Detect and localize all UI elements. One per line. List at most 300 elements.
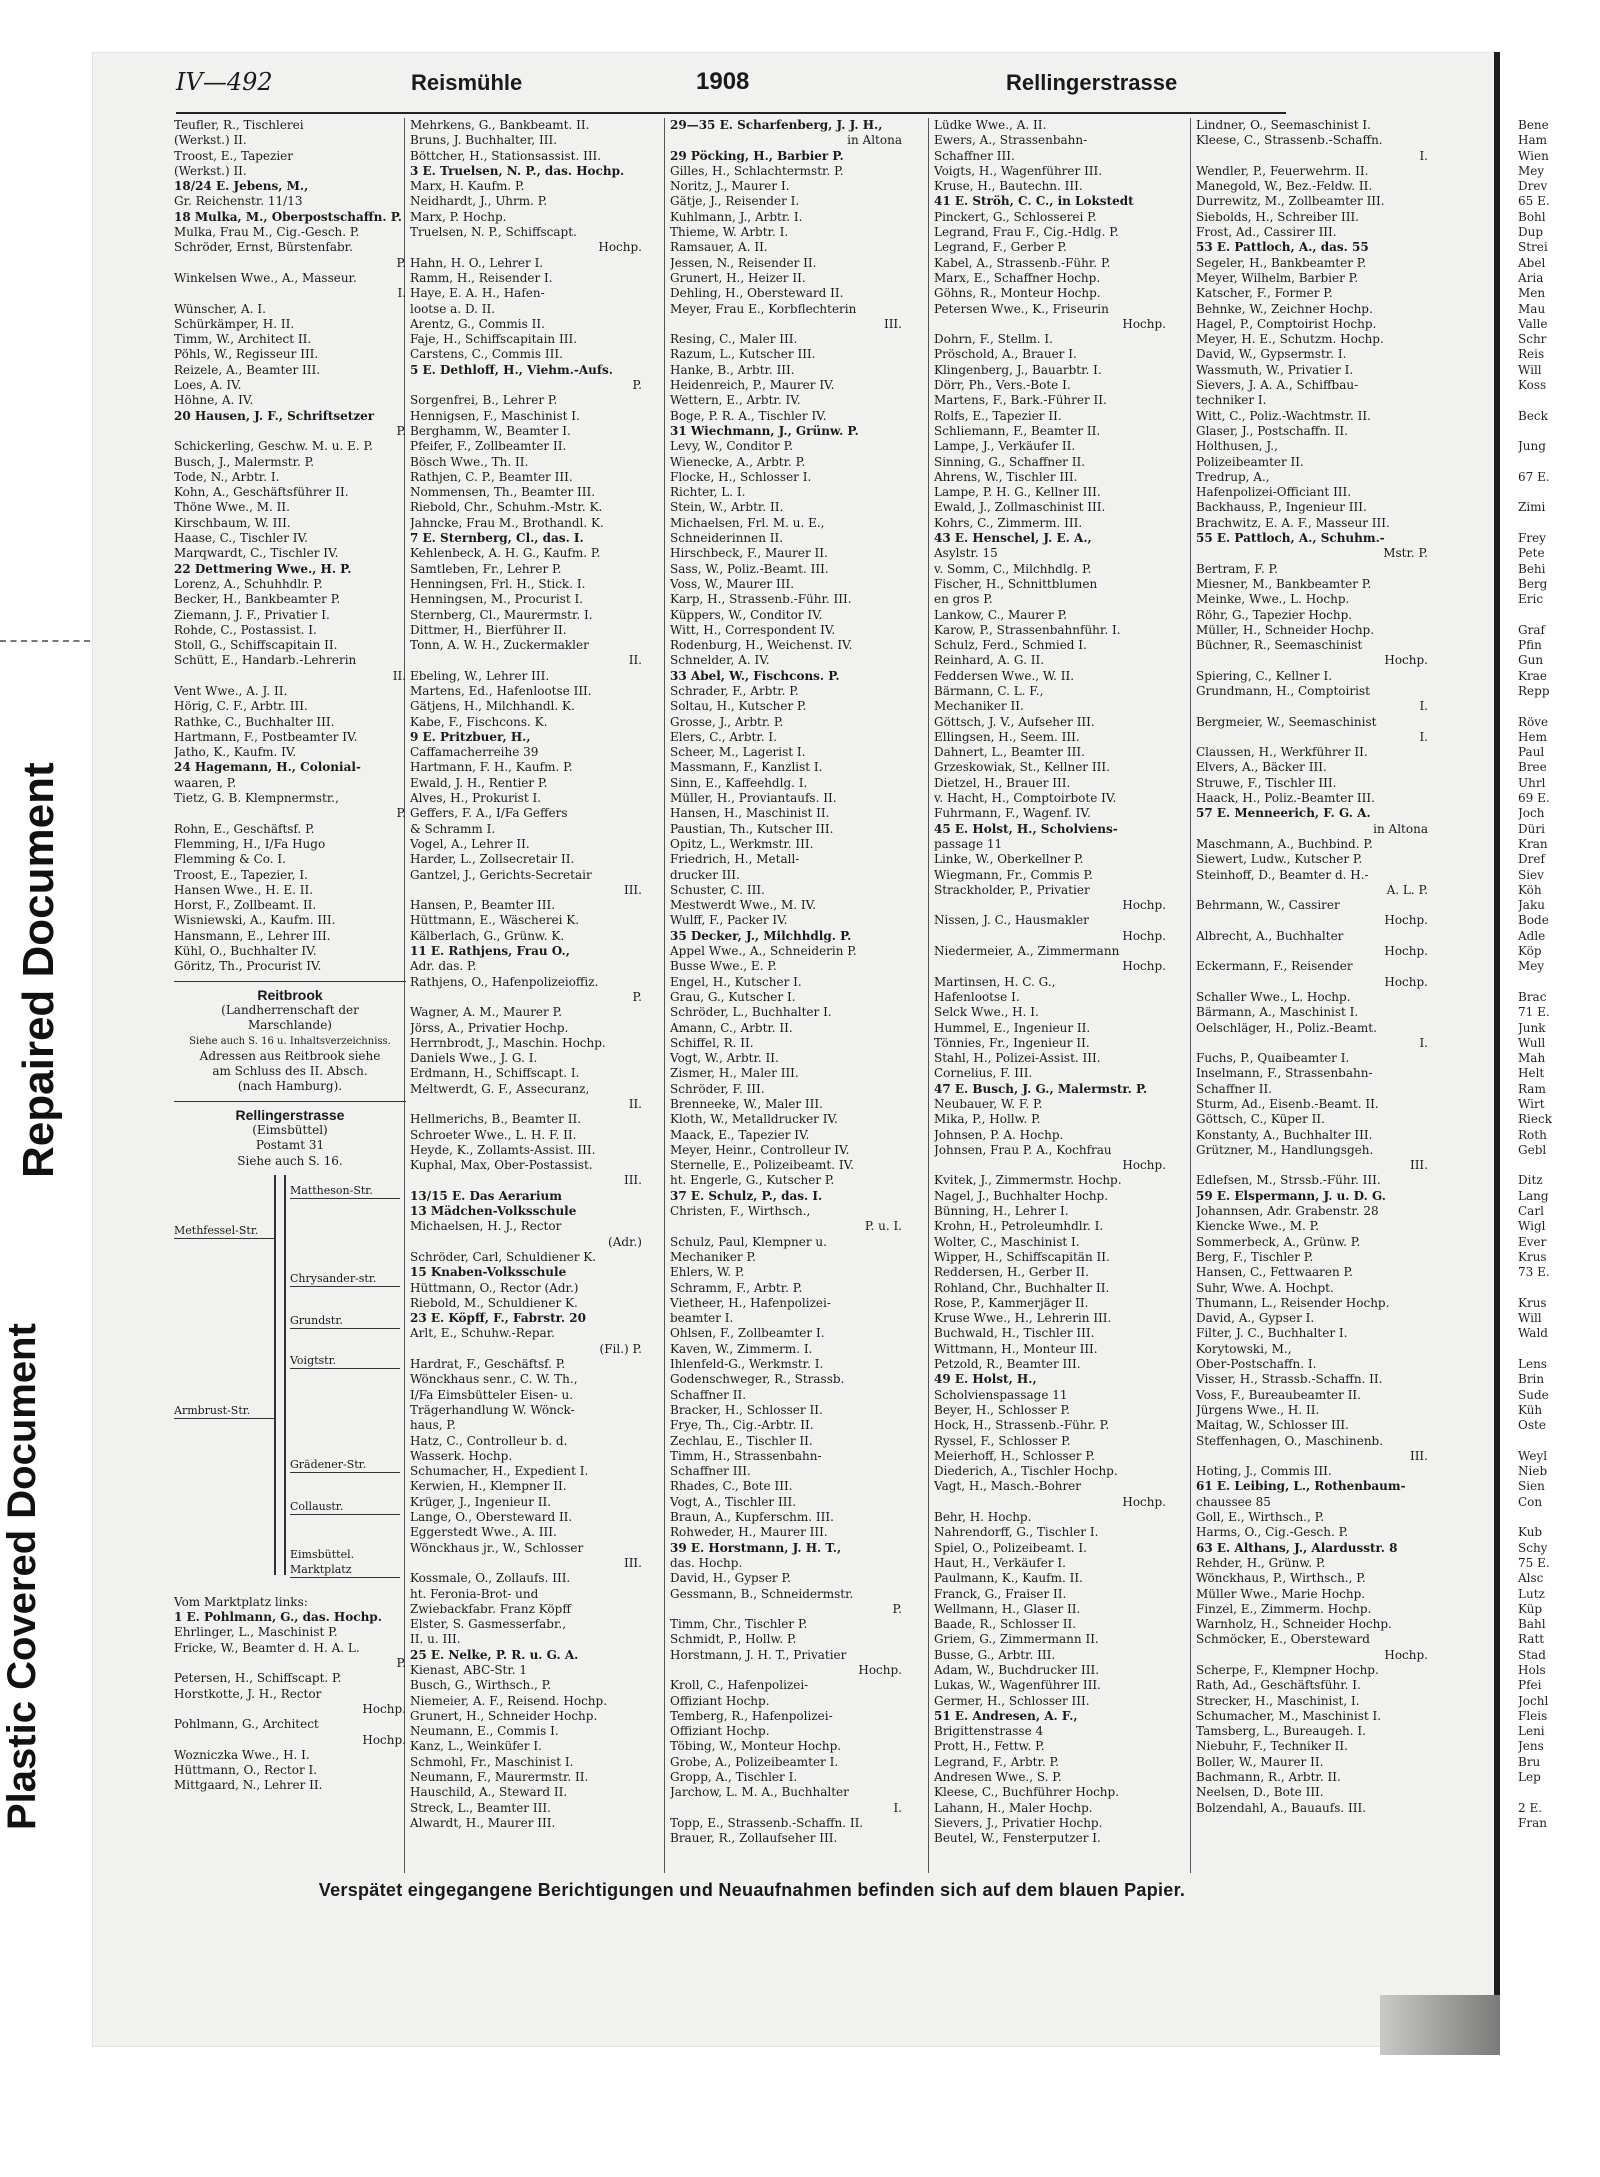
directory-entry: Neumann, F., Maurermstr. II.	[410, 1770, 589, 1785]
directory-entry: Witt, C., Poliz.-Wachtmstr. II.	[1196, 408, 1371, 423]
directory-entry: David, W., Gypsermstr. I.	[1196, 347, 1347, 362]
directory-entry: Goll, E., Wirthsch., P.	[1196, 1510, 1325, 1525]
directory-entry: Gr. Reichenstr. 11/13	[174, 194, 303, 209]
strip-fragment: Hols	[1518, 1662, 1546, 1677]
directory-entry: Böttcher, H., Stationsassist. III.	[410, 148, 602, 163]
directory-entry: Heyde, K., Zollamts-Assist. III.	[410, 1142, 596, 1157]
strip-fragment: Jaku	[1518, 898, 1545, 913]
column-4	[934, 118, 1166, 1873]
directory-entry: Grunert, H., Heizer II.	[670, 270, 806, 285]
directory-entry: Vogt, A., Tischler III.	[670, 1494, 797, 1509]
directory-entry: I/Fa Eimsbütteler Eisen- u.	[410, 1387, 574, 1402]
directory-entry: en gros P.	[934, 592, 993, 607]
directory-entry: Katscher, F., Former P.	[1196, 286, 1333, 301]
strip-fragment	[1518, 485, 1578, 500]
directory-entry: Schmöcker, E., Obersteward	[1196, 1632, 1370, 1647]
directory-entry: Eggerstedt Wwe., A. III.	[410, 1525, 557, 1540]
directory-entry: Schaffner III.	[934, 148, 1015, 163]
directory-entry: Dittmer, H., Bierführer II.	[410, 622, 567, 637]
strip-fragment	[1518, 516, 1578, 531]
directory-entry: Kleese, C., Strassenb.-Schaffn.	[1196, 133, 1383, 148]
strip-fragment: Paul	[1518, 745, 1545, 760]
directory-entry: Levy, W., Conditor P.	[670, 439, 794, 454]
directory-entry: Sass, W., Poliz.-Beamt. III.	[670, 561, 829, 576]
directory-entry: Baade, R., Schlosser II.	[934, 1617, 1077, 1632]
directory-entry: Resing, C., Maler III.	[670, 332, 798, 347]
directory-entry: II. u. III.	[410, 1632, 461, 1647]
directory-entry: I.	[893, 1800, 902, 1815]
directory-entry: 5 E. Dethloff, H., Viehm.-Aufs.	[410, 362, 613, 377]
directory-entry: Konstanty, A., Buchhalter III.	[1196, 1127, 1373, 1142]
strip-fragment: Men	[1518, 286, 1546, 301]
strip-fragment: Sude	[1518, 1387, 1549, 1402]
directory-entry: Geffers, F. A., I/Fa Geffers	[410, 806, 568, 821]
street-label: Grädener-Str.	[290, 1457, 400, 1473]
directory-entry: P.	[892, 1601, 902, 1616]
directory-entry: II.	[628, 653, 642, 668]
directory-entry: Ewald, J., Zollmaschinist III.	[934, 500, 1106, 515]
rellinger-see: Siehe auch S. 16.	[237, 1153, 343, 1168]
directory-entry: Erdmann, H., Schiffscapt. I.	[410, 1066, 580, 1081]
directory-entry: Hansen, C., Fettwaaren P.	[1196, 1265, 1353, 1280]
directory-entry: ht. Feronia-Brot- und	[410, 1586, 539, 1601]
directory-entry: Warnholz, H., Schneider Hochp.	[1196, 1617, 1392, 1632]
directory-entry: Bösch Wwe., Th. II.	[410, 454, 529, 469]
directory-entry: Streck, L., Beamter III.	[410, 1800, 551, 1815]
directory-entry: Dahnert, L., Beamter III.	[934, 745, 1085, 760]
directory-entry: III.	[883, 316, 902, 331]
directory-entry: Schröder, L., Buchhalter I.	[670, 1005, 832, 1020]
directory-entry: Martens, Ed., Hafenlootse III.	[410, 683, 592, 698]
directory-entry: Petersen Wwe., K., Friseurin	[934, 301, 1109, 316]
directory-entry: 3 E. Truelsen, N. P., das. Hochp.	[410, 163, 625, 178]
directory-entry: Kuhlmann, J., Arbtr. I.	[670, 209, 803, 224]
strip-fragment: Aria	[1518, 270, 1544, 285]
directory-entry: Mechaniker II.	[934, 699, 1024, 714]
directory-entry: Schürkämper, H. II.	[174, 316, 295, 331]
directory-entry: Voss, F., Bureaubeamter II.	[1196, 1387, 1361, 1402]
reitbrook-note: Siehe auch S. 16 u. Inhaltsverzeichniss.	[189, 1035, 391, 1047]
strip-fragment: Hem	[1518, 729, 1547, 744]
directory-entry: Strackholder, P., Privatier	[934, 882, 1090, 897]
directory-entry: in Altona	[1373, 821, 1428, 836]
directory-entry: Timm, W., Architect II.	[174, 332, 312, 347]
directory-entry: Germer, H., Schlosser III.	[934, 1693, 1090, 1708]
directory-entry: Scherpe, F., Klempner Hochp.	[1196, 1662, 1379, 1677]
directory-entry: Paustian, Th., Kutscher III.	[670, 821, 834, 836]
strip-fragment: Bode	[1518, 913, 1549, 928]
strip-fragment: Bahl	[1518, 1617, 1546, 1632]
strip-fragment: Küh	[1518, 1402, 1543, 1417]
directory-entry: 43 E. Henschel, J. E. A.,	[934, 531, 1092, 546]
strip-fragment: Kub	[1518, 1525, 1543, 1540]
strip-fragment: Stad	[1518, 1647, 1546, 1662]
strip-fragment: Jens	[1518, 1739, 1544, 1754]
directory-entry: Marx, E., Schaffner Hochp.	[934, 270, 1101, 285]
directory-entry: Dohrn, F., Stellm. I.	[934, 332, 1053, 347]
directory-entry: Michaelsen, Frl. M. u. E.,	[670, 515, 825, 530]
strip-fragment: Bree	[1518, 760, 1547, 775]
directory-entry: Meinke, Wwe., L. Hochp.	[1196, 592, 1350, 607]
directory-entry: Dehling, H., Obersteward II.	[670, 286, 844, 301]
strip-fragment: Beck	[1518, 408, 1548, 423]
directory-entry: Rohn, E., Geschäftsf. P.	[174, 821, 315, 836]
directory-entry: Martens, F., Bark.-Führer II.	[934, 393, 1107, 408]
directory-entry: Kossmale, O., Zollaufs. III.	[410, 1571, 571, 1586]
directory-entry: Jörss, A., Privatier Hochp.	[410, 1020, 569, 1035]
directory-entry: 24 Hagemann, H., Colonial-	[174, 760, 361, 775]
strip-fragment: Roth	[1518, 1127, 1547, 1142]
directory-entry: Schneiderinnen II.	[670, 531, 784, 546]
directory-entry: Grau, G., Kutscher I.	[670, 989, 796, 1004]
directory-entry: Berg, F., Tischler P.	[1196, 1249, 1314, 1264]
directory-entry: Grobe, A., Polizeibeamter I.	[670, 1754, 839, 1769]
directory-entry: Schröder, F. III.	[670, 1081, 765, 1096]
directory-entry: Witt, H., Correspondent IV.	[670, 622, 836, 637]
header-left-word: Reismühle	[411, 70, 523, 95]
directory-entry: Bracker, H., Schlosser II.	[670, 1402, 823, 1417]
directory-entry: Kohrs, C., Zimmerm. III.	[934, 515, 1083, 530]
directory-entry: das. Hochp.	[670, 1555, 743, 1570]
directory-entry: Vom Marktplatz links:	[174, 1594, 308, 1609]
directory-entry: Vogel, A., Lehrer II.	[410, 836, 530, 851]
directory-entry: Marqwardt, C., Tischler IV.	[174, 546, 339, 561]
directory-entry: 63 E. Althans, J., Alardusstr. 8	[1196, 1540, 1398, 1555]
directory-entry: Albrecht, A., Buchhalter	[1196, 928, 1344, 943]
directory-entry: Arentz, G., Commis II.	[410, 316, 545, 331]
directory-entry: P. u. I.	[864, 1219, 902, 1234]
directory-entry: Hummel, E., Ingenieur II.	[934, 1020, 1091, 1035]
directory-entry: Hoting, J., Commis III.	[1196, 1464, 1332, 1479]
directory-entry: Göhns, R., Monteur Hochp.	[934, 286, 1101, 301]
directory-entry: Bruns, J. Buchhalter, III.	[410, 133, 558, 148]
strip-fragment: Eric	[1518, 592, 1544, 607]
strip-fragment	[1518, 424, 1578, 439]
directory-entry: Schulz, Ferd., Schmied I.	[934, 638, 1087, 653]
directory-entry: Claussen, H., Werkführer II.	[1196, 745, 1368, 760]
directory-entry: Legrand, F., Arbtr. P.	[934, 1754, 1059, 1769]
reitbrook-sub1: (Landherrenschaft der	[221, 1002, 359, 1017]
strip-fragment: Leni	[1518, 1724, 1545, 1739]
directory-entry: Schramm, F., Arbtr. P.	[670, 1280, 803, 1295]
section-rule	[174, 1101, 406, 1102]
rellinger-postamt: Postamt 31	[255, 1138, 325, 1153]
directory-entry: (Fil.) P.	[599, 1341, 642, 1356]
directory-entry: Jahncke, Frau M., Brothandl. K.	[410, 515, 604, 530]
directory-entry: 23 E. Köpff, F., Fabrstr. 20	[410, 1311, 586, 1326]
directory-entry: Tonn, A. W. H., Zuckermakler	[410, 638, 589, 653]
directory-entry: Pinckert, G., Schlosserei P.	[934, 209, 1097, 224]
directory-entry: Reddersen, H., Gerber II.	[934, 1265, 1089, 1280]
strip-fragment: Wald	[1518, 1326, 1548, 1341]
directory-entry: Hock, H., Strassenb.-Führ. P.	[934, 1418, 1110, 1433]
directory-entry: Steinhoff, D., Beamter d. H.-	[1196, 867, 1369, 882]
directory-entry: Henningsen, Frl. H., Stick. I.	[410, 576, 586, 591]
directory-entry: Sternberg, Cl., Maurermstr. I.	[410, 607, 593, 622]
strip-fragment: Mey	[1518, 163, 1545, 178]
directory-entry: Thieme, W. Arbtr. I.	[670, 225, 789, 240]
strip-fragment: Jochl	[1518, 1693, 1549, 1708]
directory-entry: Legrand, F., Gerber P.	[934, 240, 1067, 255]
directory-entry: Timm, Chr., Tischler P.	[670, 1617, 808, 1632]
next-page-fragments	[1518, 118, 1578, 1831]
directory-entry: Hüttmann, O., Rector I.	[174, 1763, 318, 1778]
reitbrook-addr1: Adressen aus Reitbrook siehe	[199, 1048, 381, 1063]
directory-entry: 57 E. Menneerich, F. G. A.	[1196, 806, 1371, 821]
directory-entry: 22 Dettmering Wwe., H. P.	[174, 561, 352, 576]
strip-fragment: Pfei	[1518, 1678, 1542, 1693]
directory-entry: Frye, Th., Cig.-Arbtr. II.	[670, 1418, 814, 1433]
directory-entry: Haase, C., Tischler IV.	[174, 531, 308, 546]
strip-fragment: 73 E.	[1518, 1265, 1550, 1280]
directory-entry: Rose, P., Kammerjäger II.	[934, 1295, 1089, 1310]
directory-entry: Göritz, Th., Procurist IV.	[174, 959, 322, 974]
strip-fragment: Fleis	[1518, 1708, 1548, 1723]
directory-entry: Feddersen Wwe., W. II.	[934, 668, 1075, 683]
directory-entry: Brigittenstrasse 4	[934, 1724, 1044, 1739]
directory-entry: Karow, P., Strassenbahnführ. I.	[934, 622, 1121, 637]
directory-entry: Niemeier, A. F., Reisend. Hochp.	[410, 1693, 608, 1708]
directory-entry: 33 Abel, W., Fischcons. P.	[670, 668, 840, 683]
directory-entry: Lukas, W., Wagenführer III.	[934, 1678, 1101, 1693]
strip-fragment: Küp	[1518, 1601, 1543, 1616]
directory-entry: Hagel, P., Comptoirist Hochp.	[1196, 316, 1377, 331]
directory-entry: Maschmann, A., Buchbind. P.	[1196, 836, 1373, 851]
directory-entry: Grützner, M., Handlungsgeh.	[1196, 1142, 1374, 1157]
directory-entry: Röhr, G., Tapezier Hochp.	[1196, 607, 1353, 622]
directory-entry: Schickerling, Geschw. M. u. E. P.	[174, 439, 373, 454]
directory-entry: Nagel, J., Buchhalter Hochp.	[934, 1188, 1109, 1203]
street-label: Mattheson-Str.	[290, 1183, 400, 1199]
strip-fragment: Ham	[1518, 133, 1547, 148]
directory-entry: in Altona	[847, 133, 902, 148]
directory-entry: Wönckhaus, P., Wirthsch., P.	[1196, 1571, 1366, 1586]
strip-fragment	[1518, 608, 1578, 623]
directory-entry: Zechlau, E., Tischler II.	[670, 1433, 813, 1448]
directory-entry: Brauer, R., Zollaufseher III.	[670, 1831, 838, 1846]
directory-entry: Faje, H., Schiffscapitain III.	[410, 332, 578, 347]
strip-fragment: Ditz	[1518, 1173, 1543, 1188]
directory-entry: Berghamm, W., Beamter I.	[410, 423, 571, 438]
directory-entry: Adam, W., Buchdrucker III.	[934, 1662, 1100, 1677]
directory-entry: Caffamacherreihe 39	[410, 745, 539, 760]
directory-entry: Massmann, F., Kanzlist I.	[670, 760, 823, 775]
strip-fragment: Nieb	[1518, 1464, 1548, 1479]
directory-entry: Petersen, H., Schiffscapt. P.	[174, 1671, 342, 1686]
directory-entry: Zwiebackfabr. Franz Köpff	[410, 1601, 571, 1616]
strip-fragment: Lens	[1518, 1357, 1547, 1372]
strip-fragment: Alsc	[1518, 1571, 1544, 1586]
directory-entry: Pröschold, A., Brauer I.	[934, 347, 1077, 362]
directory-entry: Stahl, H., Polizei-Assist. III.	[934, 1051, 1101, 1066]
reitbrook-title: Reitbrook	[257, 986, 323, 1003]
column-2-entries	[410, 118, 642, 1831]
header-right-word: Rellingerstrasse	[1006, 70, 1178, 95]
directory-entry: Hennigsen, F., Maschinist I.	[410, 408, 580, 423]
directory-entry: Behrmann, W., Cassirer	[1196, 898, 1340, 913]
directory-entry: Samtleben, Fr., Lehrer P.	[410, 561, 562, 576]
directory-entry: Sievers, J., Privatier Hochp.	[934, 1815, 1103, 1830]
directory-entry: Daniels Wwe., J. G. I.	[410, 1051, 538, 1066]
directory-entry: Gessmann, B., Schneidermstr.	[670, 1586, 854, 1601]
directory-entry: Gätje, J., Reisender I.	[670, 194, 800, 209]
directory-entry: Ober-Postschaffn. I.	[1196, 1357, 1317, 1372]
directory-entry: Schliemann, F., Beamter II.	[934, 423, 1101, 438]
directory-entry: Buchwald, H., Tischler III.	[934, 1326, 1095, 1341]
directory-entry: Cornelius, F. III.	[934, 1066, 1033, 1081]
directory-entry: Kvitek, J., Zimmermstr. Hochp.	[934, 1173, 1122, 1188]
directory-entry: Paulmann, K., Kaufm. II.	[934, 1571, 1083, 1586]
directory-entry: Fuchs, P., Quaibeamter I.	[1196, 1051, 1350, 1066]
directory-entry: Hochp.	[1384, 653, 1428, 668]
strip-fragment	[1518, 1785, 1578, 1800]
directory-entry: 53 E. Pattloch, A., das. 55	[1196, 240, 1369, 255]
strip-fragment: Bene	[1518, 118, 1549, 132]
directory-entry: Wünscher, A. I.	[174, 301, 266, 316]
directory-entry: Kabel, A., Strassenb.-Führ. P.	[934, 255, 1111, 270]
directory-entry: Büchner, R., Seemaschinist	[1196, 638, 1363, 653]
strip-fragment: Pfin	[1518, 638, 1542, 653]
directory-entry: Mulka, Frau M., Cig.-Gesch. P.	[174, 225, 360, 240]
strip-fragment: Mah	[1518, 1051, 1546, 1066]
directory-entry: Harder, L., Zollsecretair II.	[410, 852, 575, 867]
directory-entry: Troost, E., Tapezier	[174, 148, 294, 163]
strip-fragment	[1518, 1434, 1578, 1449]
directory-entry: Noritz, J., Maurer I.	[670, 179, 790, 194]
directory-entry: Neelsen, D., Bote III.	[1196, 1785, 1324, 1800]
directory-entry: Küppers, W., Conditor IV.	[670, 607, 823, 622]
directory-entry: Johannsen, Adr. Grabenstr. 28	[1196, 1204, 1379, 1219]
directory-entry: Hirschbeck, F., Maurer II.	[670, 546, 828, 561]
directory-entry: Hansen, P., Beamter III.	[410, 898, 556, 913]
directory-entry: lootse a. D. II.	[410, 301, 496, 316]
directory-entry: Hochp.	[1384, 974, 1428, 989]
directory-entry: Hochp.	[1122, 1158, 1166, 1173]
directory-entry: Edlefsen, M., Strssb.-Führ. III.	[1196, 1173, 1381, 1188]
strip-fragment: Ram	[1518, 1081, 1546, 1096]
next-page-strip	[1518, 118, 1578, 1878]
directory-entry: Lahann, H., Maler Hochp.	[934, 1800, 1093, 1815]
strip-fragment: Berg	[1518, 576, 1548, 591]
directory-entry: Mehrkens, G., Bankbeamt. II.	[410, 118, 590, 132]
directory-entry: Maitag, W., Schlosser III.	[1196, 1418, 1349, 1433]
directory-entry: Rohweder, H., Maurer III.	[670, 1525, 828, 1540]
directory-entry: Busse Wwe., E. P.	[670, 959, 777, 974]
directory-entry: P.	[396, 255, 406, 270]
directory-entry: Opitz, L., Werkmstr. III.	[670, 836, 814, 851]
directory-entry: & Schramm I.	[410, 821, 496, 836]
directory-entry: Kühl, O., Buchhalter IV.	[174, 944, 317, 959]
strip-fragment: Junk	[1518, 1020, 1546, 1035]
directory-entry: Eckermann, F., Reisender	[1196, 959, 1353, 974]
directory-entry: Wönckhaus jr., W., Schlosser	[410, 1540, 584, 1555]
directory-entry: Becker, H., Bankbeamter P.	[174, 592, 341, 607]
directory-entry: Bünning, H., Lehrer I.	[934, 1204, 1069, 1219]
directory-entry: (Adr.)	[608, 1234, 642, 1249]
directory-entry: Hochp.	[598, 240, 642, 255]
directory-entry: Frost, Ad., Cassirer III.	[1196, 225, 1337, 240]
directory-entry: Schaffner II.	[1196, 1081, 1273, 1096]
directory-entry: Christen, F., Wirthsch.,	[670, 1204, 811, 1219]
directory-entry: Pfeifer, F., Zollbeamter II.	[410, 439, 567, 454]
directory-entry: Alves, H., Prokurist I.	[410, 791, 542, 806]
directory-entry: Lüdke Wwe., A. II.	[934, 118, 1047, 132]
directory-entry: Richter, L. I.	[670, 485, 746, 500]
directory-entry: Ellingsen, H., Seem. III.	[934, 729, 1080, 744]
directory-entry: Meyer, Wilhelm, Barbier P.	[1196, 270, 1359, 285]
strip-fragment: Drev	[1518, 179, 1548, 194]
directory-entry: Ahrens, W., Tischler III.	[934, 469, 1078, 484]
directory-entry: Gropp, A., Tischler I.	[670, 1770, 798, 1785]
directory-entry: 7 E. Sternberg, Cl., das. I.	[410, 531, 584, 546]
directory-entry: Meyer, Heinr., Controlleur IV.	[670, 1142, 850, 1157]
directory-entry: Timm, H., Strassenbahn-	[670, 1448, 822, 1463]
directory-entry: Meierhoff, H., Schlosser P.	[934, 1448, 1095, 1463]
directory-entry: chaussee 85	[1196, 1494, 1271, 1509]
repaired-label: Repaired Document	[14, 762, 63, 1178]
directory-entry: Riebold, Chr., Schuhm.-Mstr. K.	[410, 500, 603, 515]
directory-entry: Soltau, H., Kutscher P.	[670, 699, 807, 714]
directory-entry: P.	[396, 1656, 406, 1671]
directory-entry: Schröder, Carl, Schuldiener K.	[410, 1249, 597, 1264]
directory-entry: Horstkotte, J. H., Rector	[174, 1686, 322, 1701]
strip-fragment: Schr	[1518, 332, 1547, 347]
directory-entry: Hochp.	[1122, 1494, 1166, 1509]
directory-entry: Wendler, P., Feuerwehrm. II.	[1196, 163, 1369, 178]
directory-entry: Beyer, H., Schlosser P.	[934, 1402, 1070, 1417]
directory-entry: Korytowski, M.,	[1196, 1341, 1292, 1356]
directory-entry: Winkelsen Wwe., A., Masseur.	[174, 270, 357, 285]
strip-fragment: Ever	[1518, 1234, 1547, 1249]
directory-entry: Steffenhagen, O., Maschinenb.	[1196, 1433, 1384, 1448]
street-label: Collaustr.	[290, 1499, 400, 1515]
strip-fragment: Valle	[1518, 316, 1548, 331]
strip-fragment: Ratt	[1518, 1632, 1545, 1647]
directory-entry: Bolzendahl, A., Bauaufs. III.	[1196, 1800, 1367, 1815]
column-divider	[928, 118, 929, 1873]
directory-entry: Fuhrmann, F., Wagenf. IV.	[934, 806, 1091, 821]
directory-entry: 45 E. Holst, H., Scholviens-	[934, 821, 1118, 836]
directory-entry: techniker I.	[1196, 393, 1267, 408]
directory-entry: Fischer, H., Schnittblumen	[934, 576, 1098, 591]
directory-entry: Hochp.	[1122, 959, 1166, 974]
directory-entry: Schütt, E., Handarb.-Lehrerin	[174, 653, 357, 668]
directory-entry: Hansen, H., Maschinist II.	[670, 806, 830, 821]
directory-entry: haus, P.	[410, 1418, 456, 1433]
directory-entry: David, H., Gypser P.	[670, 1571, 791, 1586]
directory-entry: Spiering, C., Kellner I.	[1196, 668, 1333, 683]
directory-entry: Beutel, W., Fensterputzer I.	[934, 1831, 1101, 1846]
directory-entry: Wozniczka Wwe., H. I.	[174, 1747, 310, 1762]
directory-entry: 18/24 E. Jebens, M.,	[174, 179, 309, 194]
directory-entry: Dörr, Ph., Vers.-Bote I.	[934, 378, 1071, 393]
column-3	[670, 118, 902, 1873]
directory-entry: Kuphal, Max, Ober-Postassist.	[410, 1158, 593, 1173]
directory-entry: Rath, Ad., Geschäftsführ. I.	[1196, 1678, 1361, 1693]
strip-fragment: 69 E.	[1518, 791, 1550, 806]
column-divider	[1190, 118, 1191, 1873]
directory-entry: Müller Wwe., Marie Hochp.	[1196, 1586, 1366, 1601]
strip-fragment: Reis	[1518, 347, 1545, 362]
directory-entry: Wisniewski, A., Kaufm. III.	[174, 913, 336, 928]
directory-entry: 55 E. Pattloch, A., Schuhm.-	[1196, 531, 1385, 546]
directory-entry: Wagner, A. M., Maurer P.	[410, 1005, 563, 1020]
directory-entry: Stoll, G., Schiffscapitain II.	[174, 638, 338, 653]
street-label: Grundstr.	[290, 1313, 400, 1329]
page-number: IV—492	[176, 68, 273, 96]
directory-entry: Tredrup, A.,	[1196, 469, 1270, 484]
strip-fragment: Mau	[1518, 301, 1546, 316]
